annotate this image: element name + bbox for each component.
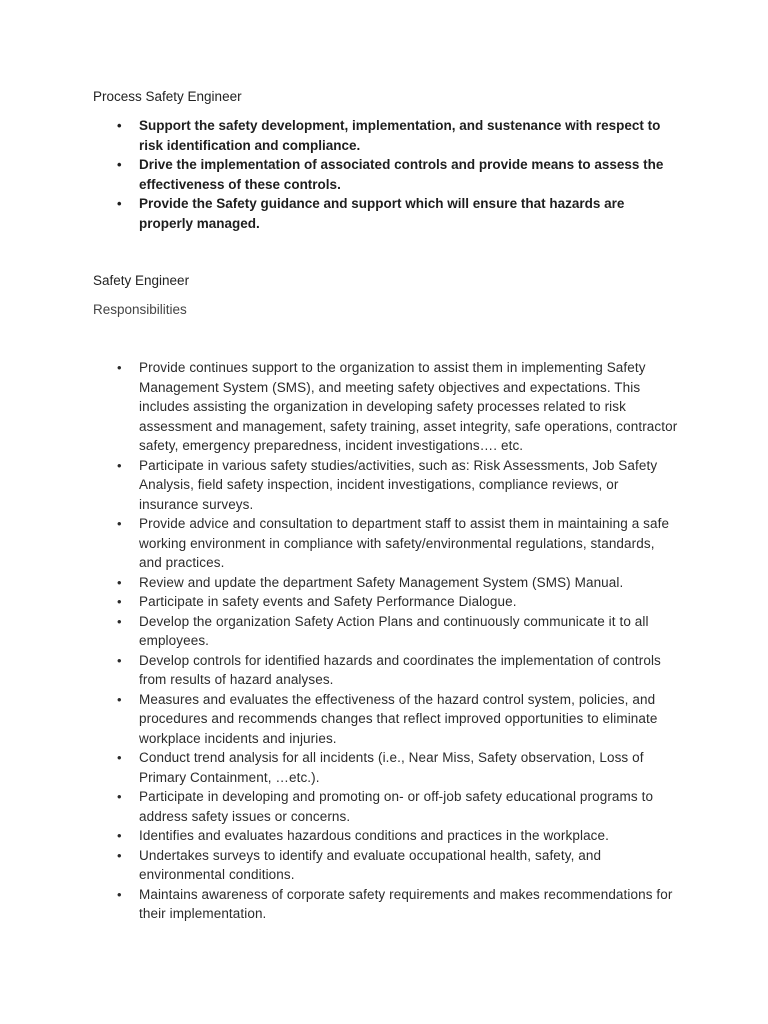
list-item: • Support the safety development, implementation, and sustenance with respect to risk identification and compliance. — [117, 118, 661, 153]
list-item: • Participate in safety events and Safety Performance Dialogue. — [0, 592, 679, 612]
list-item: • Drive the implementation of associated controls and provide means to assess the effectiveness of these controls. — [117, 157, 664, 192]
bullet-icon: • — [117, 691, 122, 707]
bullet-icon: • — [117, 652, 122, 668]
list-item: • Provide continues support to the organization to assist them in implementing Safety Management System (SMS), and meeting safety objectives and expectations. This includes assisting the organization in developing safety processes related to risk assessment and management, safety training, asset integrity, safe operations, contractor safety, emergency preparedness, incident investigations…. etc. — [117, 360, 678, 453]
list-item: • Develop the organization Safety Action Plans and continuously communicate it to all employees. — [117, 613, 649, 648]
bullet-icon: • — [117, 157, 122, 172]
list-item: • Measures and evaluates the effectiveness of the hazard control system, policies, and procedures and recommends changes that reflect improved opportunities to eliminate workplace incidents and injuries. — [117, 691, 658, 746]
bullet-icon: • — [117, 196, 122, 211]
bullet-icon: • — [117, 594, 122, 609]
list-item: • Conduct trend analysis for all incidents (i.e., Near Miss, Safety observation, Loss of Primary Containment, …etc.). — [117, 750, 644, 785]
bullet-icon: • — [117, 360, 122, 375]
bullet-icon: • — [117, 516, 122, 531]
list-item: • Develop controls for identified hazards and coordinates the implementation of controls from results of hazard analyses. — [117, 652, 661, 687]
bullet-icon: • — [117, 613, 122, 629]
list-item: • Participate in various safety studies/activities, such as: Risk Assessments, Job Safety Analysis, field safety inspection, incident investigations, compliance reviews, or insurance surveys. — [117, 457, 658, 512]
bullet-icon: • — [117, 457, 122, 473]
responsibilities-bullet-list — [0, 358, 679, 924]
list-item: • Identifies and evaluates hazardous conditions and practices in the workplace. — [0, 826, 679, 846]
bullet-icon: • — [117, 750, 122, 765]
list-item: • Provide advice and consultation to department staff to assist them in maintaining a safe working environment in compliance with safety/environmental regulations, standards, and practices. — [117, 516, 670, 570]
process-safety-bullet-list — [0, 116, 679, 233]
bullet-icon: • — [117, 886, 122, 902]
list-item: • Maintains awareness of corporate safety requirements and makes recommendations for their implementation. — [117, 886, 673, 921]
section-title-safety-engineer: Safety Engineer — [93, 273, 190, 288]
section-title-process-safety-engineer: Process Safety Engineer — [93, 89, 242, 104]
bullet-icon: • — [117, 118, 122, 133]
bullet-icon: • — [117, 828, 122, 843]
bullet-icon: • — [117, 847, 122, 863]
bullet-icon: • — [117, 574, 122, 590]
list-item: • Review and update the department Safety Management System (SMS) Manual. — [0, 573, 679, 593]
responsibilities-subtitle: Responsibilities — [93, 302, 187, 317]
bullet-icon: • — [117, 789, 122, 804]
list-item: • Provide the Safety guidance and support which will ensure that hazards are properly managed. — [117, 196, 625, 231]
list-item: • Undertakes surveys to identify and evaluate occupational health, safety, and environmental conditions. — [117, 847, 602, 882]
list-item: • Participate in developing and promoting on- or off-job safety educational programs to address safety issues or concerns. — [117, 789, 654, 824]
